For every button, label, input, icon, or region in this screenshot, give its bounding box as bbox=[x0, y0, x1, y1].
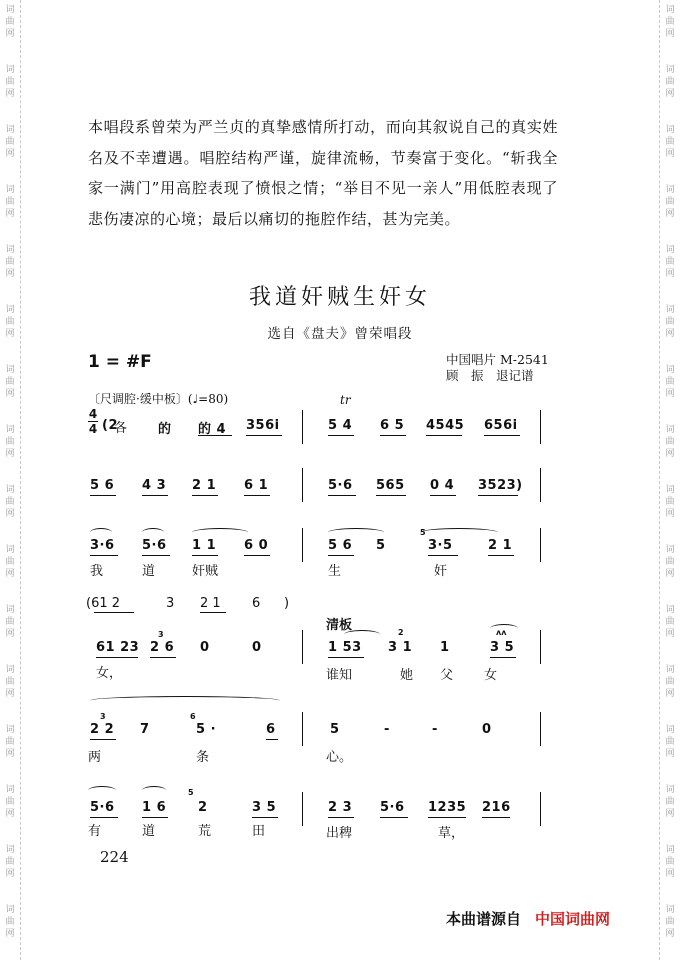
barline bbox=[302, 468, 303, 502]
watermark-text: 词 曲 网 bbox=[5, 245, 15, 279]
time-signature-bottom: 4 bbox=[88, 422, 98, 436]
barline bbox=[302, 528, 303, 562]
note-group: 1 53 bbox=[328, 640, 362, 655]
watermark-text: 词 曲 网 bbox=[5, 305, 15, 339]
watermark-text: 词 曲 网 bbox=[665, 845, 675, 879]
watermark-text: 词 曲 网 bbox=[665, 785, 675, 819]
barline bbox=[540, 528, 541, 562]
barline bbox=[540, 468, 541, 502]
left-watermark-strip bbox=[0, 0, 21, 960]
grace-note: 3 bbox=[158, 630, 164, 639]
note-group: 6 bbox=[252, 596, 261, 611]
note-group: 5 · bbox=[196, 722, 217, 737]
lyric: 心。 bbox=[326, 750, 353, 765]
note-group: 5·6 bbox=[328, 478, 353, 493]
watermark-text: 词 曲 网 bbox=[665, 185, 675, 219]
note-group: 3·5 bbox=[428, 538, 453, 553]
watermark-text: 词 曲 网 bbox=[5, 485, 15, 519]
rubato-marking: 清板 bbox=[326, 618, 353, 633]
lyric: 她 bbox=[400, 668, 414, 683]
note-group: 5 6 bbox=[90, 478, 115, 493]
watermark-text: 词 曲 网 bbox=[5, 125, 15, 159]
note-group: - bbox=[384, 722, 390, 737]
lyric: 田 bbox=[252, 824, 266, 839]
note-group: 2 2 bbox=[90, 722, 115, 737]
song-subtitle: 选自《盘夫》曾荣唱段 bbox=[267, 326, 413, 342]
watermark-text: 词 曲 网 bbox=[665, 245, 675, 279]
time-signature bbox=[88, 408, 98, 435]
note-group: 2 1 bbox=[200, 596, 221, 611]
lyric: 奸 bbox=[434, 564, 448, 579]
note-group: 2 bbox=[198, 800, 208, 815]
lyric: 出稗 bbox=[326, 826, 353, 841]
note-group: 4 3 bbox=[142, 478, 167, 493]
watermark-text: 词 曲 网 bbox=[5, 425, 15, 459]
note-group: 3523) bbox=[478, 478, 523, 493]
grace-note: 2 bbox=[398, 628, 404, 637]
note-group: 0 bbox=[200, 640, 210, 655]
footer-credit bbox=[446, 908, 610, 929]
lyric: 奸贼 bbox=[192, 564, 219, 579]
lyric: 父 bbox=[440, 668, 454, 683]
note-group: 3·6 bbox=[90, 538, 115, 553]
barline bbox=[540, 630, 541, 664]
note-group: 的 4 bbox=[198, 422, 227, 437]
barline bbox=[302, 410, 303, 444]
barline bbox=[302, 630, 303, 664]
watermark-text: 词 曲 网 bbox=[665, 665, 675, 699]
watermark-text: 词 曲 网 bbox=[5, 605, 15, 639]
time-signature-top: 4 bbox=[88, 407, 98, 421]
watermark-text: 词 曲 网 bbox=[665, 605, 675, 639]
note-group: 0 bbox=[482, 722, 492, 737]
barline bbox=[540, 410, 541, 444]
barline bbox=[302, 792, 303, 826]
record-source-line1: 中国唱片 M-2541 bbox=[446, 352, 549, 367]
watermark-text: 词 曲 网 bbox=[665, 425, 675, 459]
note-group: 6 1 bbox=[244, 478, 269, 493]
lyric: 条 bbox=[196, 750, 210, 765]
footer-text: 本曲谱源自 bbox=[446, 910, 522, 928]
note-group: 656i bbox=[484, 418, 518, 433]
watermark-text: 词 曲 网 bbox=[5, 725, 15, 759]
watermark-text: 词 曲 网 bbox=[5, 65, 15, 99]
note-group: 216 bbox=[482, 800, 511, 815]
note-group: 3 bbox=[166, 596, 175, 611]
record-source-line2: 顾 振 退记谱 bbox=[446, 368, 534, 383]
lyric: 有 bbox=[88, 824, 102, 839]
watermark-text: 词 曲 网 bbox=[5, 545, 15, 579]
note-group: 6 5 bbox=[380, 418, 405, 433]
note-group: 5·6 bbox=[90, 800, 115, 815]
watermark-text: 词 曲 网 bbox=[665, 365, 675, 399]
slur bbox=[90, 528, 112, 537]
barline bbox=[540, 792, 541, 826]
grace-note: 5 bbox=[420, 528, 426, 537]
note-group: 5 4 bbox=[328, 418, 353, 433]
note-group: 356i bbox=[246, 418, 280, 433]
watermark-text: 词 曲 网 bbox=[665, 5, 675, 39]
note-group: 2 1 bbox=[488, 538, 513, 553]
watermark-text: 词 曲 网 bbox=[5, 845, 15, 879]
lyric: 各 bbox=[114, 421, 128, 436]
footer-site-link[interactable]: 中国词曲网 bbox=[535, 910, 611, 928]
note-group: ) bbox=[284, 596, 290, 611]
lyric: 我 bbox=[90, 564, 104, 579]
watermark-text: 词 曲 网 bbox=[5, 785, 15, 819]
note-group: 5·6 bbox=[380, 800, 405, 815]
note-group: 2 1 bbox=[192, 478, 217, 493]
note-group: 1235 bbox=[428, 800, 467, 815]
note-group: 的 bbox=[158, 422, 172, 437]
watermark-text: 词 曲 网 bbox=[5, 365, 15, 399]
slur bbox=[88, 786, 116, 795]
lyric: 女， bbox=[96, 666, 123, 681]
slur bbox=[344, 630, 380, 639]
note-group: 3 5 bbox=[490, 640, 515, 655]
slur bbox=[142, 528, 164, 537]
lyric: 女 bbox=[484, 668, 498, 683]
tempo-marking: 〔尺调腔·缓中板〕(♩=80) bbox=[88, 392, 229, 406]
note-group: 3 1 bbox=[388, 640, 413, 655]
slur bbox=[142, 786, 166, 795]
note-group: 5·6 bbox=[142, 538, 167, 553]
note-group: 61 23 bbox=[96, 640, 140, 655]
note-group: 1 1 bbox=[192, 538, 217, 553]
page-number: 224 bbox=[100, 848, 129, 866]
watermark-text: 词 曲 网 bbox=[5, 5, 15, 39]
note-group: 0 bbox=[252, 640, 262, 655]
note-group: 565 bbox=[376, 478, 405, 493]
note-group: 0 4 bbox=[430, 478, 455, 493]
note-group: 2 3 bbox=[328, 800, 353, 815]
watermark-text: 词 曲 网 bbox=[5, 905, 15, 939]
note-group: 7 bbox=[140, 722, 150, 737]
lyric: 道 bbox=[142, 824, 156, 839]
note-group: (2 bbox=[102, 418, 118, 433]
watermark-text: 词 曲 网 bbox=[5, 665, 15, 699]
grace-note: ʌʌ bbox=[496, 628, 507, 637]
grace-note: 6 bbox=[190, 712, 196, 721]
lyric: 草， bbox=[438, 826, 465, 841]
slur bbox=[328, 528, 384, 537]
note-group: 5 bbox=[376, 538, 386, 553]
record-source bbox=[446, 352, 549, 384]
slur bbox=[90, 696, 280, 705]
intro-paragraph: 本唱段系曾荣为严兰贞的真挚感情所打动，而向其叙说自己的真实姓名及不幸遭遇。唱腔结构严谨，旋律流畅，节奏富于变化。“斩我全家一满门”用高腔表现了愤恨之情；“举目不见一亲人”用低腔表现了悲伤凄凉的心境；最后以痛切的拖腔作结，甚为完美。 bbox=[88, 118, 558, 228]
grace-note: 3 bbox=[100, 712, 106, 721]
lyric: 两 bbox=[88, 750, 102, 765]
slur bbox=[192, 528, 248, 537]
note-group: 6 bbox=[266, 722, 276, 737]
song-title: 我道奸贼生奸女 bbox=[248, 285, 431, 310]
watermark-text: 词 曲 网 bbox=[665, 545, 675, 579]
note-group: 3 5 bbox=[252, 800, 277, 815]
barline bbox=[302, 712, 303, 746]
lyric: 谁知 bbox=[326, 668, 353, 683]
watermark-text: 词 曲 网 bbox=[665, 65, 675, 99]
watermark-text: 词 曲 网 bbox=[665, 305, 675, 339]
note-group: 1 bbox=[440, 640, 450, 655]
note-group: - bbox=[432, 722, 438, 737]
slur bbox=[420, 528, 498, 537]
lyric: 生 bbox=[328, 564, 342, 579]
watermark-text: 词 曲 网 bbox=[5, 185, 15, 219]
right-watermark-strip bbox=[659, 0, 680, 960]
barline bbox=[540, 712, 541, 746]
note-group: 2 6 bbox=[150, 640, 175, 655]
grace-note: 5 bbox=[188, 788, 194, 797]
note-group: 6 0 bbox=[244, 538, 269, 553]
watermark-text: 词 曲 网 bbox=[665, 905, 675, 939]
lyric: 荒 bbox=[198, 824, 212, 839]
note-group: 1 6 bbox=[142, 800, 167, 815]
key-signature: 1 = #F bbox=[88, 352, 152, 372]
lyric: 道 bbox=[142, 564, 156, 579]
watermark-text: 词 曲 网 bbox=[665, 485, 675, 519]
note-group: 4545 bbox=[426, 418, 465, 433]
watermark-text: 词 曲 网 bbox=[665, 125, 675, 159]
trill-mark: tr bbox=[340, 393, 351, 407]
note-group: 5 bbox=[330, 722, 340, 737]
note-group: (61 2 bbox=[86, 596, 121, 611]
watermark-text: 词 曲 网 bbox=[665, 725, 675, 759]
note-group: 5 6 bbox=[328, 538, 353, 553]
